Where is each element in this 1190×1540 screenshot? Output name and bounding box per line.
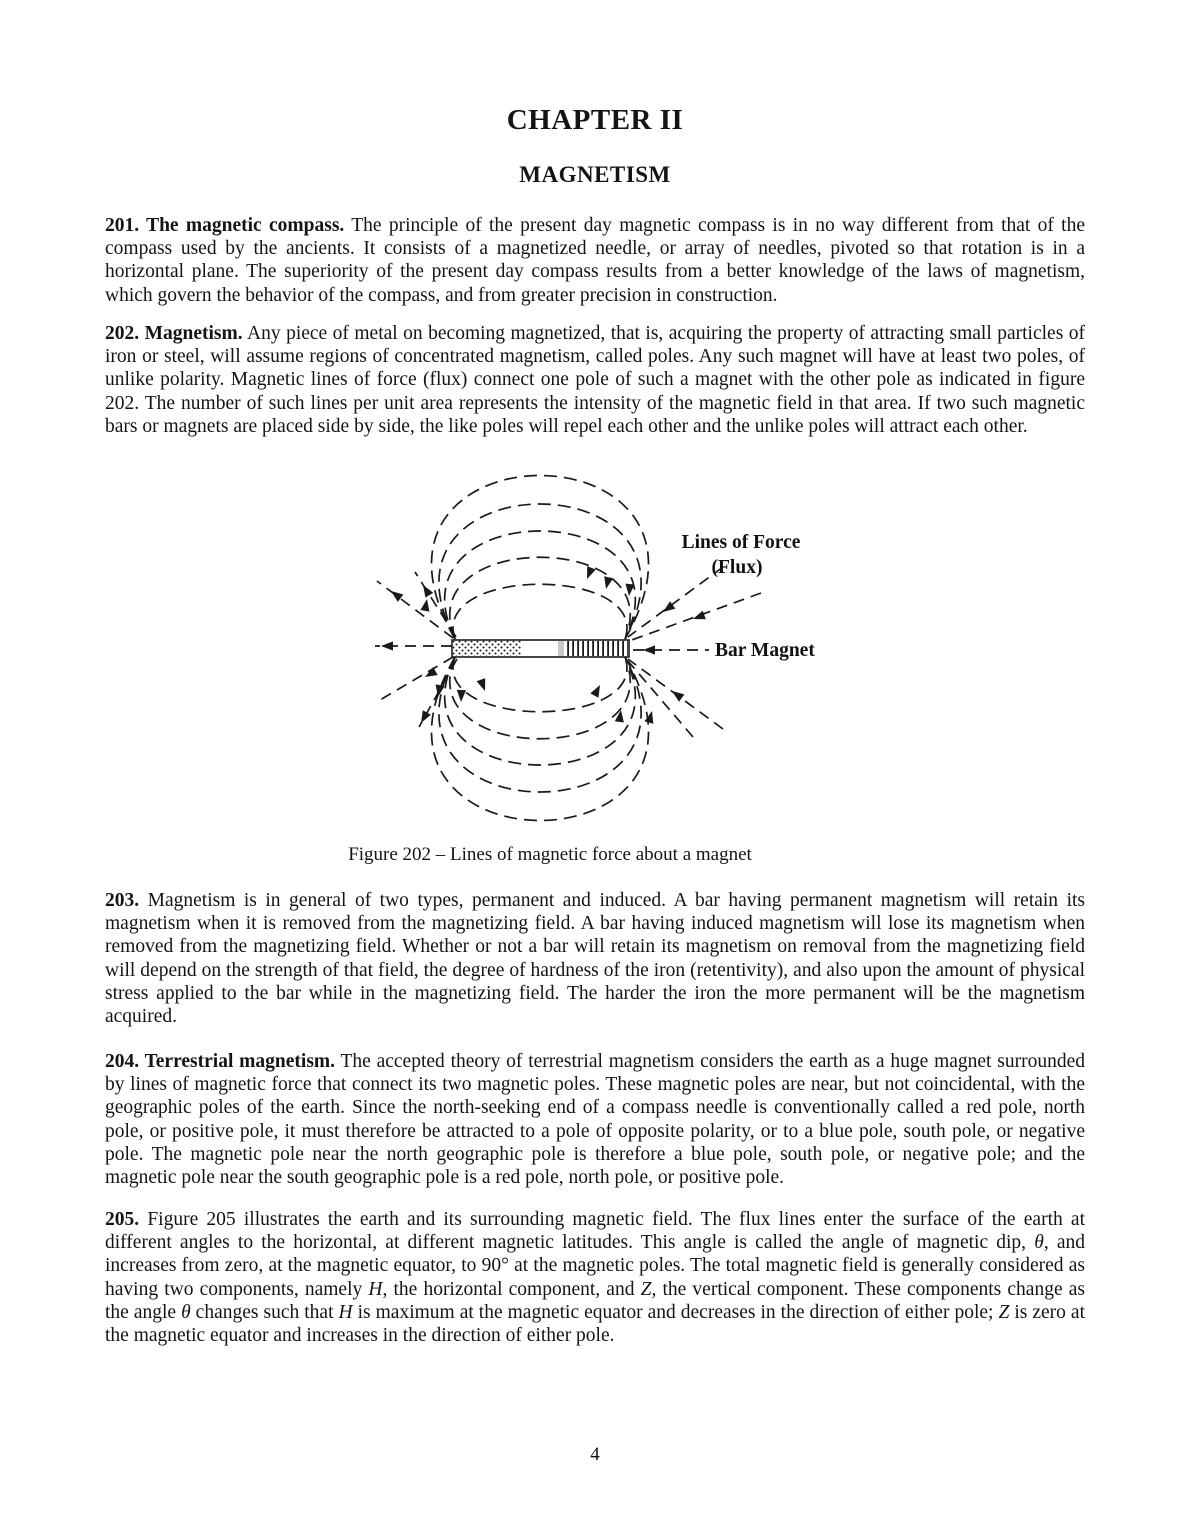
paragraph-body: Any piece of metal on becoming magnetized, that is, acquiring the property of attracting small particles of iron or steel, will assume regions of concentrated magnetism, called poles. Any such magnet will have at least two poles, of unlike polarity. Magnetic lines of force (flux) connect one pole of such a magnet with the other pole as indicated in figure 202. The number of such lines per unit area represents the intensity of the magnetic field in that area. If two such magnetic bars or magnets are placed side by side, the like poles will repel each other and the unlike poles will attract each other. <box>105 323 1085 437</box>
section-title: MAGNETISM <box>519 162 671 187</box>
text-segment: changes such that <box>190 1301 339 1323</box>
text-segment: , and increases from zero, at the magnetic equator, to 90° at the magnetic poles. The total magnetic field is generally considered as having two components, namely <box>105 1232 1085 1300</box>
paragraph-202 <box>105 322 1085 438</box>
chapter-title: CHAPTER II <box>506 104 684 136</box>
bar-magnet-stipple <box>453 641 521 656</box>
paragraph-lead: 202. Magnetism. <box>105 323 243 344</box>
paragraph-203 <box>105 889 1085 1028</box>
flux-loops-top <box>431 476 648 640</box>
flux-loops-bottom <box>431 657 648 821</box>
text-segment: θ <box>1034 1232 1044 1254</box>
text-segment: H <box>338 1301 353 1323</box>
text-segment: is maximum at the magnetic equator and decreases in the direction of either pole; <box>352 1301 999 1323</box>
bar-magnet <box>452 640 629 657</box>
paragraph-201 <box>105 214 1085 307</box>
paragraph-lead: 201. The magnetic compass. <box>105 215 345 236</box>
page-number: 4 <box>590 1444 600 1465</box>
bar-magnet-figure <box>371 469 816 831</box>
bar-magnet-figure-drawing <box>371 469 816 831</box>
text-segment: , the horizontal component, and <box>382 1278 641 1300</box>
text-segment: θ <box>181 1301 191 1323</box>
paragraph-204 <box>105 1050 1085 1189</box>
paragraph-lead: 205. <box>105 1209 140 1230</box>
text-segment: H <box>368 1278 383 1300</box>
bar-magnet-leader-arrow <box>643 645 655 654</box>
bar-magnet-gray-band <box>558 641 564 656</box>
bar-magnet-hatch <box>565 641 628 656</box>
paragraph-body: Magnetism is in general of two types, permanent and induced. A bar having permanent magnetism will retain its magnetism when it is removed from the magnetizing field. A bar having induced magnetism will lose its magnetism when removed from the magnetizing field. Whether or not a bar will retain its magnetism on removal from the magnetizing field will depend on the strength of that field, the degree of hardness of the iron (retentivity), and also upon the amount of physical stress applied to the bar while in the magnetizing field. The harder the iron the more permanent will be the magnetism acquired. <box>105 890 1085 1028</box>
paragraph-lead: 204. Terrestrial magnetism. <box>105 1051 336 1072</box>
label-flux: (Flux) <box>711 557 763 578</box>
paragraph-body <box>105 1209 1085 1346</box>
text-segment: is zero at the magnetic equator and increases in the direction of either pole. <box>105 1301 1085 1347</box>
paragraph-205 <box>105 1208 1085 1347</box>
paragraph-lead: 203. <box>105 890 140 911</box>
label-bar-magnet: Bar Magnet <box>715 640 815 661</box>
text-segment: Figure 205 illustrates the earth and its surrounding magnetic field. The flux lines enter the surface of the earth at different angles to the horizontal, at different magnetic latitudes. This angle is called the angle of magnetic dip, <box>105 1209 1085 1254</box>
figure-caption: Figure 202 – Lines of magnetic force about a magnet <box>348 844 752 865</box>
text-segment: Z <box>998 1301 1010 1323</box>
text-segment: Z <box>640 1278 652 1300</box>
paragraph-body: The accepted theory of terrestrial magnetism considers the earth as a huge magnet surrounded by lines of magnetic force that connect its two magnetic poles. These magnetic poles are near, but not coincidental, with the geographic poles of the earth. Since the north-seeking end of a compass needle is conventionally called a red pole, north pole, or positive pole, it must therefore be attracted to a pole of opposite polarity, or to a blue pole, south pole, or negative pole. The magnetic pole near the north geographic pole is therefore a blue pole, south pole, or negative pole; and the magnetic pole near the south geographic pole is a red pole, north pole, or positive pole. <box>105 1051 1085 1189</box>
paragraph-body: The principle of the present day magnetic compass is in no way different from that of the compass used by the ancients. It consists of a magnetized needle, or array of needles, pivoted so that rotation is in a horizontal plane. The superiority of the present day compass results from a better knowledge of the laws of magnetism, which govern the behavior of the compass, and from greater precision in construction. <box>105 215 1085 306</box>
label-lines-of-force: Lines of Force <box>681 532 801 553</box>
text-segment: , the vertical component. These components change as the angle <box>105 1278 1085 1323</box>
